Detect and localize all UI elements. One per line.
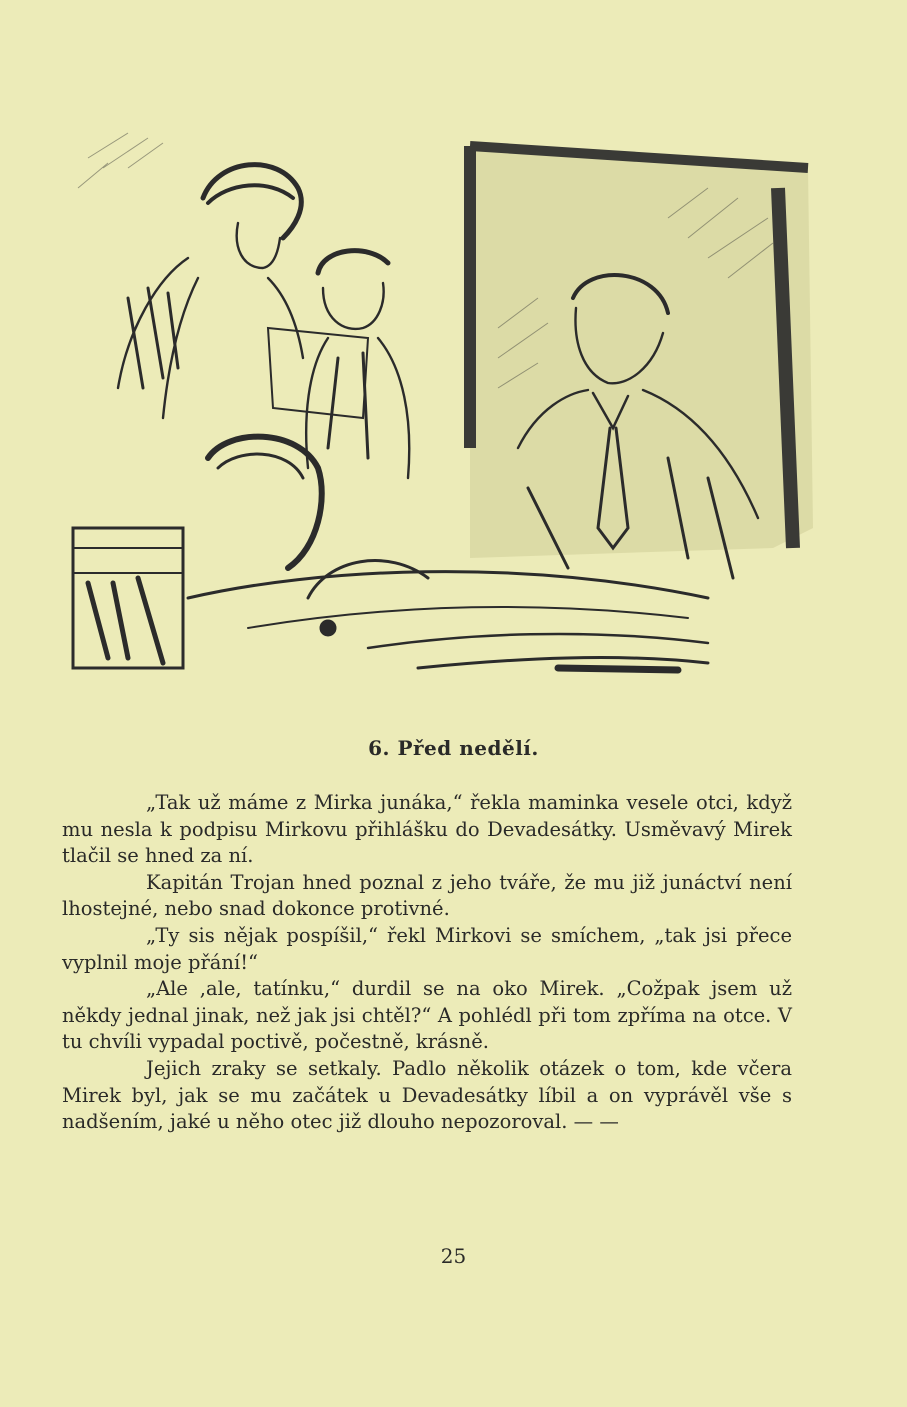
chapter-title: 6. Před nedělí. [368,736,539,760]
paragraph: „Tak už máme z Mirka junáka,“ řekla maminka vesele otci, když mu nesla k podpisu Mirkovu přihlášku do Devadesátky. Usměvavý Mirek tlačil se hned za ní. [62,791,792,868]
paragraph: „Ale ,ale, tatínku,“ durdil se na oko Mirek. „Cožpak jsem už někdy jednal jinak, než jak jsi chtěl?“ A pohlédl při tom zpříma na otce. V tu chvíli vypadal poctivě, počestně, krásně. [62,977,792,1054]
paragraph: „Ty sis nějak pospíšil,“ řekl Mirkovi se smíchem, „tak jsi přece vyplnil moje přání!“ [62,923,792,974]
body-text [62,790,792,1136]
family-scene-illustration [68,128,818,693]
paragraph: Kapitán Trojan hned poznal z jeho tváře, že mu již junáctví není lhostejné, nebo snad dokonce protivné. [62,870,792,921]
paragraph: Jejich zraky se setkaly. Padlo několik otázek o tom, kde včera Mirek byl, jak se mu začátek u Devadesátky líbil a on vyprávěl vše s nadšením, jaké u něho otec již dlouho nepozoroval. — — [62,1056,792,1134]
page-number: 25 [440,1244,467,1268]
